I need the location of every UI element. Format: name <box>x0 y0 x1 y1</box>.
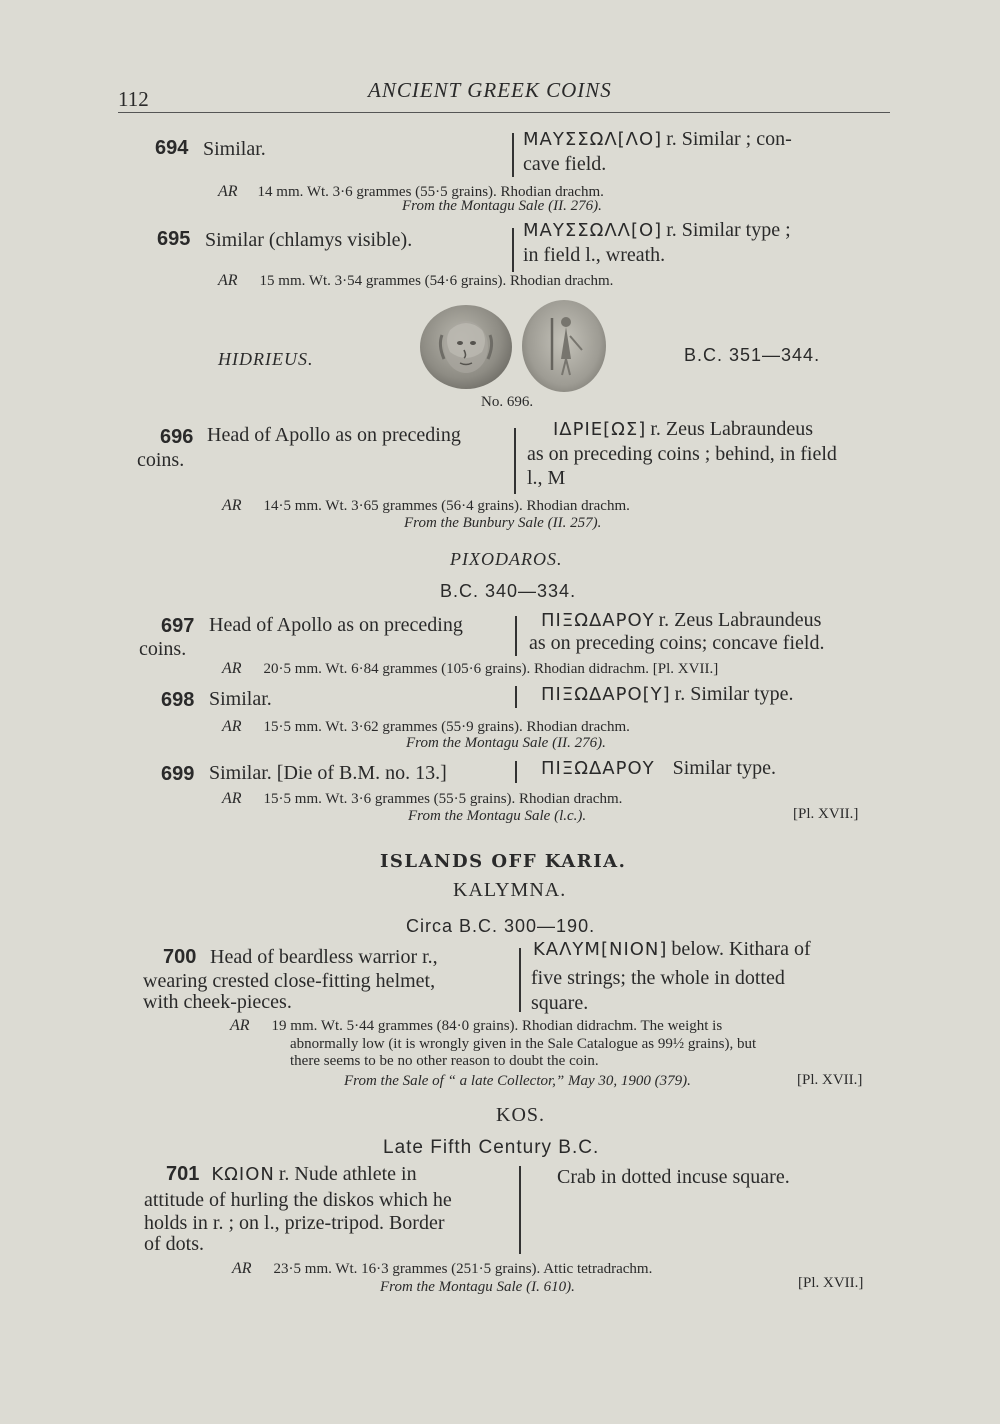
metal-symbol: AR <box>232 1260 252 1277</box>
coin-details: 14 mm. Wt. 3·6 grammes (55·5 grains). Rhodian drachm. <box>257 184 604 200</box>
reverse-continued: as on preceding coins ; behind, in field <box>527 443 837 465</box>
reverse-continued: square. <box>531 992 589 1014</box>
obverse-description: Similar. [Die of B.M. no. 13.] <box>209 762 447 784</box>
obverse-description: Similar (chlamys visible). <box>205 229 413 251</box>
plate-reference: [Pl. XVII.] <box>798 1275 864 1291</box>
section-heading-kos: KOS. <box>496 1104 546 1126</box>
coin-legend: ΠΙΞΩΔΑΡΟ[Υ] <box>541 684 671 705</box>
metal-symbol: AR <box>222 790 242 807</box>
coin-legend: ΜΑΥΣΣΩΛΛ[Ο] <box>523 220 663 241</box>
coin-legend: ΚΑΛΥΜ[ΝΙΟΝ] <box>533 939 668 960</box>
coin-details: 14·5 mm. Wt. 3·65 grammes (56·4 grains). Rhodian drachm. <box>263 498 630 514</box>
section-heading-islands: ISLANDS OFF KARIA. <box>380 851 627 872</box>
coin-legend: ΠΙΞΩΔΑΡΟΥ <box>541 758 655 779</box>
metal-symbol: AR <box>230 1017 250 1034</box>
reverse-continued: cave field. <box>523 153 607 175</box>
section-heading-hidrieus: HIDRIEUS. <box>218 349 314 369</box>
metal-symbol: AR <box>218 183 238 200</box>
obverse-description: Head of Apollo as on preceding <box>207 424 461 446</box>
provenance: From the Montagu Sale (l.c.). <box>408 808 587 824</box>
column-divider <box>512 133 514 177</box>
plate-reference: [Pl. XVII.] <box>793 806 859 822</box>
reverse-description: r. Zeus Labraundeus <box>650 418 814 440</box>
column-divider <box>515 761 517 783</box>
column-divider <box>515 616 517 656</box>
entry-number: 697 <box>161 615 195 637</box>
section-heading-kalymna: KALYMNA. <box>453 879 567 901</box>
reverse-description: r. Similar ; con- <box>666 128 792 150</box>
obverse-description: Head of Apollo as on preceding <box>209 614 463 636</box>
reverse-continued: in field l., wreath. <box>523 244 666 266</box>
obverse-description: Similar. <box>203 138 266 160</box>
coin-legend: ΜΑΥΣΣΩΛ[ΛΟ] <box>523 129 663 150</box>
coin-reverse-image <box>522 300 606 392</box>
entry-number: 694 <box>155 137 189 159</box>
coin-caption: No. 696. <box>481 394 534 410</box>
header-rule <box>118 112 890 113</box>
provenance: From the Montagu Sale (II. 276). <box>402 198 602 214</box>
obverse-continued: of dots. <box>144 1233 204 1255</box>
provenance: From the Sale of “ a late Collector,” May 30, 1900 (379). <box>344 1073 691 1089</box>
reverse-description: Crab in dotted incuse square. <box>557 1166 790 1188</box>
coin-legend: ΙΔΡΙΕ[ΩΣ] <box>553 419 647 440</box>
reverse-description: Similar type. <box>672 757 776 779</box>
obverse-continued: coins. <box>137 449 185 471</box>
obverse-description: Head of beardless warrior r., <box>210 946 438 968</box>
coin-details: 19 mm. Wt. 5·44 grammes (84·0 grains). Rhodian didrachm. The weight is <box>271 1018 723 1034</box>
metal-symbol: AR <box>222 497 242 514</box>
coin-details: 15·5 mm. Wt. 3·62 grammes (55·9 grains). Rhodian drachm. <box>263 719 630 735</box>
reverse-description: r. Similar type ; <box>666 219 791 241</box>
section-date: Circa B.C. 300—190. <box>406 916 596 936</box>
obverse-continued: wearing crested close-fitting helmet, <box>143 970 436 992</box>
running-title: ANCIENT GREEK COINS <box>368 78 612 102</box>
coin-legend: ΚΩΙΟΝ <box>211 1164 275 1185</box>
section-date: B.C. 351—344. <box>684 345 821 365</box>
section-heading-pixodaros: PIXODAROS. <box>450 549 563 569</box>
coin-legend: ΠΙΞΩΔΑΡΟΥ <box>541 610 655 631</box>
provenance: From the Bunbury Sale (II. 257). <box>404 515 602 531</box>
entry-number: 700 <box>163 946 197 968</box>
coin-details: 15·5 mm. Wt. 3·6 grammes (55·5 grains). Rhodian drachm. <box>263 791 623 807</box>
provenance: From the Montagu Sale (II. 276). <box>406 735 606 751</box>
obverse-continued: coins. <box>139 638 187 660</box>
reverse-description: below. Kithara of <box>671 938 811 960</box>
column-divider <box>514 428 516 494</box>
metal-symbol: AR <box>222 660 242 677</box>
section-date: Late Fifth Century B.C. <box>383 1137 600 1158</box>
section-date: B.C. 340—334. <box>440 581 577 601</box>
coin-details: 15 mm. Wt. 3·54 grammes (54·6 grains). Rhodian drachm. <box>259 273 614 289</box>
metal-symbol: AR <box>218 272 238 289</box>
column-divider <box>519 1166 521 1254</box>
provenance: From the Montagu Sale (I. 610). <box>380 1279 575 1295</box>
reverse-description: r. Similar type. <box>674 683 794 705</box>
coin-note: abnormally low (it is wrongly given in the Sale Catalogue as 99½ grains), but <box>290 1036 757 1052</box>
coin-details: 23·5 mm. Wt. 16·3 grammes (251·5 grains). Attic tetradrachm. <box>273 1261 653 1277</box>
obverse-continued: with cheek-pieces. <box>143 991 292 1013</box>
entry-number: 695 <box>157 228 191 250</box>
obverse-description: r. Nude athlete in <box>278 1163 417 1185</box>
page-number: 112 <box>118 87 149 111</box>
plate-reference: [Pl. XVII.] <box>797 1072 863 1088</box>
entry-number: 701 <box>166 1163 200 1185</box>
obverse-continued: holds in r. ; on l., prize-tripod. Border <box>144 1212 445 1234</box>
obverse-description: Similar. <box>209 688 272 710</box>
reverse-continued: as on preceding coins; concave field. <box>529 632 825 654</box>
entry-number: 696 <box>160 426 194 448</box>
reverse-continued: l., Μ <box>527 467 566 489</box>
entry-number: 698 <box>161 689 195 711</box>
entry-number: 699 <box>161 763 195 785</box>
reverse-continued: five strings; the whole in dotted <box>531 967 785 989</box>
column-divider <box>515 686 517 708</box>
column-divider <box>519 948 521 1012</box>
coin-details: 20·5 mm. Wt. 6·84 grammes (105·6 grains). Rhodian didrachm. [Pl. XVII.] <box>263 661 719 677</box>
column-divider <box>512 228 514 272</box>
coin-obverse-image <box>420 305 512 389</box>
obverse-continued: attitude of hurling the diskos which he <box>144 1189 452 1211</box>
reverse-description: r. Zeus Labraundeus <box>658 609 822 631</box>
coin-note: there seems to be no other reason to doubt the coin. <box>290 1053 599 1069</box>
metal-symbol: AR <box>222 718 242 735</box>
